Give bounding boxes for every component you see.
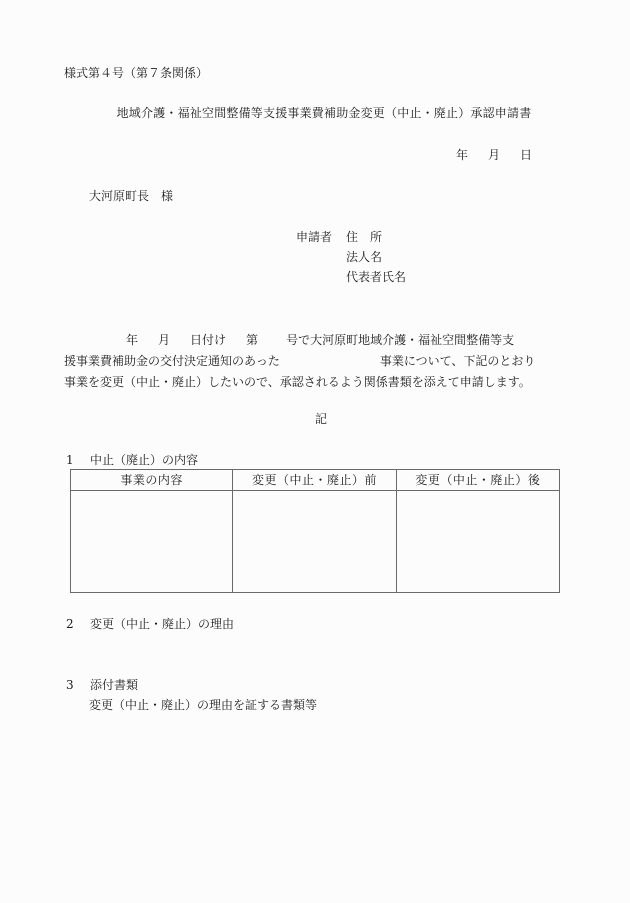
body-line-3: 事業を変更（中止・廃止）したいので、承認されるよう関係書類を添えて申請します。 [64, 375, 531, 389]
table-row [71, 491, 560, 593]
body-year: 年 [126, 333, 139, 347]
section-3-title: 添付書類 [90, 678, 139, 692]
ki-marker: 記 [314, 412, 327, 426]
cell-after-change[interactable] [396, 491, 559, 593]
cell-before-change[interactable] [233, 491, 396, 593]
header-before-change: 変更（中止・廃止）前 [233, 470, 396, 491]
body-line1-rest: 号で大河原町地域介護・福祉空間整備等支 [286, 333, 515, 347]
section-2-title: 変更（中止・廃止）の理由 [90, 617, 235, 631]
section-1-heading [66, 453, 198, 467]
section-2-number: 2 [66, 617, 74, 631]
section-3-detail: 変更（中止・廃止）の理由を証する書類等 [89, 698, 318, 712]
table-header-row [71, 470, 560, 491]
header-after-change: 変更（中止・廃止）後 [396, 470, 559, 491]
date-month-label: 月 [488, 148, 501, 162]
section-3-heading [66, 678, 138, 692]
form-number: 様式第４号（第７条関係） [64, 66, 209, 80]
section-1-title: 中止（廃止）の内容 [90, 453, 199, 467]
body-line-1 [64, 330, 584, 351]
section-3-number: 3 [66, 678, 74, 692]
body-month: 月 [158, 333, 171, 347]
body-line2-rest: 事業について、下記のとおり [379, 354, 536, 368]
body-dated: 日付け [190, 333, 227, 347]
section-1-number: 1 [66, 453, 74, 467]
document-title: 地域介護・福祉空間整備等支援事業費補助金変更（中止・廃止）承認申請書 [116, 106, 532, 120]
body-number-prefix: 第 [246, 333, 259, 347]
change-content-table [70, 469, 560, 593]
date-day-label: 日 [520, 148, 533, 162]
body-line-2 [64, 351, 584, 372]
section-2-heading [66, 617, 234, 631]
applicant-representative-label: 代表者氏名 [346, 270, 407, 284]
date-year-label: 年 [456, 148, 469, 162]
date-line [456, 148, 532, 162]
cell-business-content[interactable] [71, 491, 233, 593]
body-line2-start: 援事業費補助金の交付決定通知のあった [64, 354, 280, 368]
header-business-content: 事業の内容 [71, 470, 233, 491]
applicant-corporation-label: 法人名 [346, 250, 383, 264]
body-paragraph [64, 330, 584, 393]
applicant-label: 申請者 [296, 230, 333, 244]
applicant-address-label: 住 所 [346, 230, 383, 244]
addressee: 大河原町長 様 [89, 189, 174, 203]
